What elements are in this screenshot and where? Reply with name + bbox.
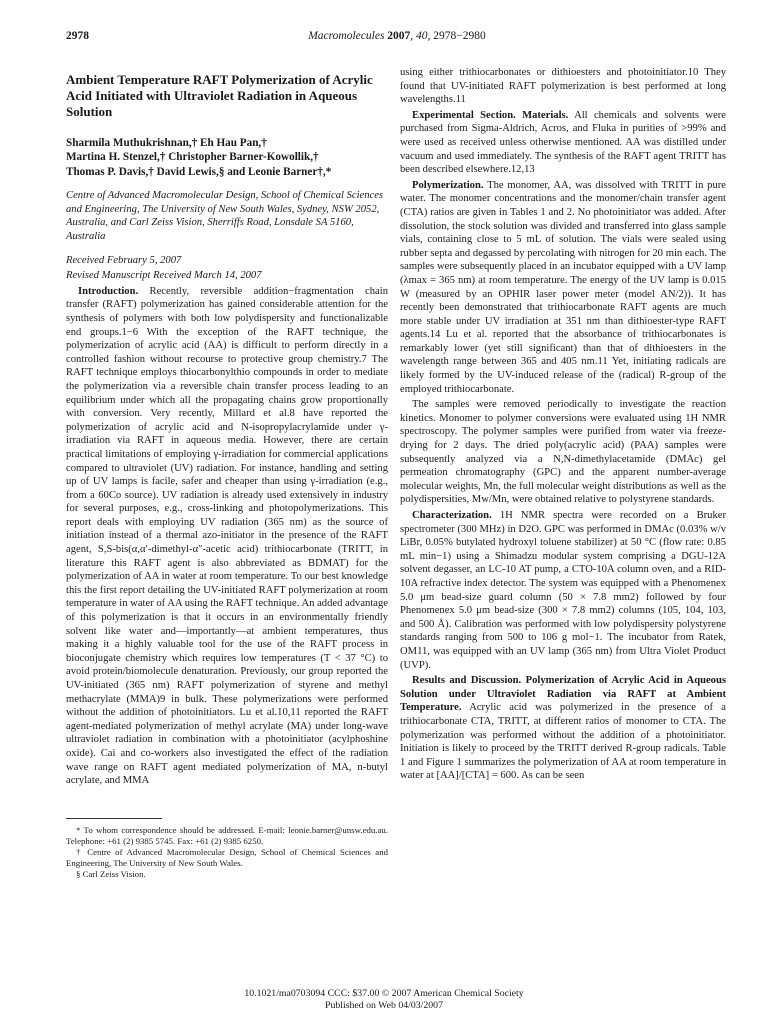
left-column [66, 64, 388, 880]
footnote-correspondence: * To whom correspondence should be addressed. E-mail: leonie.barner@unsw.edu.au. Telephone: +61 (2) 9385 5745. Fax: +61 (2) 9385 6250. [66, 824, 388, 846]
section-heading: Experimental Section. Materials. [412, 109, 569, 121]
journal-year: 2007 [387, 30, 411, 42]
section-heading: Introduction. [78, 285, 139, 297]
page-footer [0, 988, 768, 1012]
revised-date: Revised Manuscript Received March 14, 2007 [66, 270, 262, 282]
footnotes [66, 825, 388, 880]
paragraph-text: Recently, reversible addition−fragmentation chain transfer (RAFT) polymerization has gained considerable attention for the synthesis of polymers with both low polydispersity and functionalizable end groups.1−6 With the exception of the RAFT technique, the polymerization of acrylic acid (AA) is difficult to perform directly in a controlled fashion without recourse to protective group chemistry.7 The RAFT technique employs thiocarbonylthio compounds in order to mediate the polymerization via a reversible chain transfer process leading to an equilibrium under which all the propagating chains grow proportionally with conversion. Very recently, Millard et al.8 have reported the polymerization of acrylic acid and N-isopropylacrylamide under γ-irradiation via RAFT in aqueous media. However, there are certain practical limitations of employing γ-irradiation for commercial applications compared to ultraviolet (UV) radiation. For instance, handling and setting up of UV lamps is facile, safer and cheaper than using γ-irradiation (e.g., from a 60Co source). UV radiation is already used extensively in industry for several purposes, e.g., cross-linking and photopolymerizations. This report deals with employing UV radiation (365 nm) as the source of initiation instead of a thermal azo-initiator in the presence of the RAFT agent, S,S-bis(α,α′-dimethyl-α″-acetic acid) trithiocarbonate (TRITT, in literature this RAFT agent is also abbreviated as BDMAT) for the polymerization of AA in water at room temperature. To our best knowledge this the first report detailing the UV-initiated RAFT polymerization at room temperature in water of AA using the RAFT technique. An added advantage of this polymerization is that it occurs in an environmentally friendly solvent like water and—importantly—at ambient temperatures, thus making it a highly valuable tool for the use of the RAFT process in bioconjugate chemistry which requires low temperatures (T < 37 °C) to avoid protein/biomolecule denaturation. Previously, our group reported the UV-initiated (365 nm) RAFT polymerization of styrene and methyl methacrylate (MMA)9 in bulk. These polymerizations were performed without the addition of photoinitiators. Lu et al.10,11 reported the RAFT agent-mediated polymerization of methyl acrylate (MA) under long-wave ultraviolet radiation in combination with a photoinitiator (acylphoshine oxide). Cai and co-workers also investigated the effect of the radiation wave range on RAFT agent mediated polymerization of MA, n-butyl acrylate, and MMA [66, 285, 388, 787]
footnote-dagger: † Centre of Advanced Macromolecular Design, School of Chemical Sciences and Engineering, The University of New South Wales. [66, 846, 388, 868]
samples-paragraph: The samples were removed periodically to investigate the reaction kinetics. Monomer to polymer conversions were evaluated using 1H NMR spectroscopy. The polymer samples were purified from water via freeze-drying for 2 days. The dried poly(acrylic acid) (PAA) samples were subsequently analyzed via a N,N-dimethylacetamide (DMAc) gel permeation chromatography (GPC) and the apparent number-average molecular weights, Mn, the full molecular weight distributions as well as the polydispersities, Mw/Mn, were obtained relative to polystyrene standards. [400, 399, 726, 506]
received-date: Received February 5, 2007 [66, 254, 182, 266]
section-heading: Characterization. [412, 510, 492, 521]
polymerization-paragraph [400, 179, 726, 397]
page-number: 2978 [66, 30, 89, 42]
journal-volume: 40 [416, 30, 428, 42]
article-title: Ambient Temperature RAFT Polymerization of Acrylic Acid Initiated with Ultraviolet Radiation in Aqueous Solution [66, 72, 373, 119]
footnote-rule [66, 818, 162, 819]
introduction-paragraph [66, 285, 388, 788]
author-line: Sharmila Muthukrishnan,† Eh Hau Pan,† [66, 137, 267, 149]
right-column [400, 66, 726, 783]
journal-pages: 2978−2980 [433, 30, 486, 42]
author-list [66, 136, 388, 179]
author-line: Martina H. Stenzel,† Christopher Barner-Kowollik,† [66, 151, 319, 164]
experimental-paragraph [400, 109, 726, 177]
section-heading: Results and Discussion. Polymerization of Acrylic Acid in Aqueous Solution under Ultraviolet Radiation via RAFT at Ambient Temperature. [400, 675, 726, 714]
characterization-paragraph [400, 509, 726, 672]
publication-line: Published on Web 04/03/2007 [325, 1000, 443, 1011]
results-paragraph [400, 674, 726, 783]
author-line: Thomas P. Davis,† David Lewis,§ and Leonie Barner†,* [66, 165, 332, 178]
running-head: Macromolecules 2007, 40, 2978−2980 [308, 30, 486, 42]
page-header [66, 30, 728, 48]
continued-paragraph: using either trithiocarbonates or dithioesters and photoinitiator.10 They found that UV-initiated RAFT polymerization is best performed at long wavelengths.11 [400, 67, 726, 106]
affiliation: Centre of Advanced Macromolecular Design, School of Chemical Sciences and Engineering, The University of New South Wales, Sydney, NSW 2052, Australia, and Carl Zeiss Vision, Sherriffs Road, Lonsdale SA 5160, Australia [66, 190, 384, 242]
paragraph-text: Acrylic acid was polymerized in the presence of a trithiocarbonate CTA, TRITT, at different ratios of monomer to CTA. The polymerization was performed without the addition of a photoinitiator. Initiation is likely to proceed by the TRITT derived R-group radicals. Table 1 and Figure 1 summarizes the polymerization of AA at room temperature in water at [AA]/[CTA] = 600. As can be seen [400, 702, 726, 782]
paragraph-text: 1H NMR spectra were recorded on a Bruker spectrometer (300 MHz) in D2O. GPC was performed in DMAc (0.03% w/v LiBr, 0.05% butylated hydroxyl toluene stabilizer) at 50 °C (flow rate: 0.85 mL min−1) using a Shimadzu modular system comprising a DGU-12A solvent degasser, an LC-10 AT pump, a CTO-10A column oven, and a RID-10A refractive index detector. The system was equipped with a Phenomenex 5.0 μm bead-size guard column (50 × 7.8 mm2) followed by four Phenomenex 5.0 μm bead-size (300 × 7.8 mm2) columns (105, 104, 103, and 500 Å). Calibration was performed with low polydispersity polystyrene standards ranging from 500 to 106 g mol−1. The incubator from Ratek, OM11, was equipped with an UV lamp (365 nm) from Ultra Violet Product (UVP). [400, 510, 726, 671]
paragraph-text: All chemicals and solvents were purchased from Sigma-Aldrich, Acros, and Fluka in purities of >99% and were used as received unless otherwise mentioned. AA was distilled under vacuum and used immediately. The synthesis of the RAFT agent TRITT has been described elsewhere.12,13 [400, 109, 726, 176]
doi-line: 10.1021/ma0703094 CCC: $37.00 © 2007 American Chemical Society [244, 988, 524, 999]
footnote-section: § Carl Zeiss Vision. [76, 868, 146, 879]
journal-name: Macromolecules [308, 30, 385, 42]
section-heading: Polymerization. [412, 179, 484, 191]
paragraph-text: The monomer, AA, was dissolved with TRITT in pure water. The monomer concentrations and the monomer/chain transfer agent (CTA) ratios are given in Tables 1 and 2. No photoinitiator was added. After dissolution, the stock solution was divided and transferred into glass sample vials, containing close to 5 mL of solution. The vials were sealed using rubber septa and degassed by percolating with nitrogen for 20 min each. The samples were subsequently placed in an incubator equipped with a UV lamp (λmax = 365 nm) at room temperature. The energy of the UV lamp is 0.015 W (measured by an OPHIR laser power meter (model AN/2)). It has recently been demonstrated that trithiocarbonate RAFT agents are much more stable under UV irradiation at 351 nm than dithioester-type RAFT agents.14 Lu et al. reported that the absorbance of trithiocarbonates is remarkably lower (yet still significant) than that of dithioesters in the wavelength range between 365 and 405 nm.11 Yet, initiating radicals are likely formed by the UV-induced release of the (radical) R-group of the employed trithiocarbonate. [400, 179, 726, 395]
